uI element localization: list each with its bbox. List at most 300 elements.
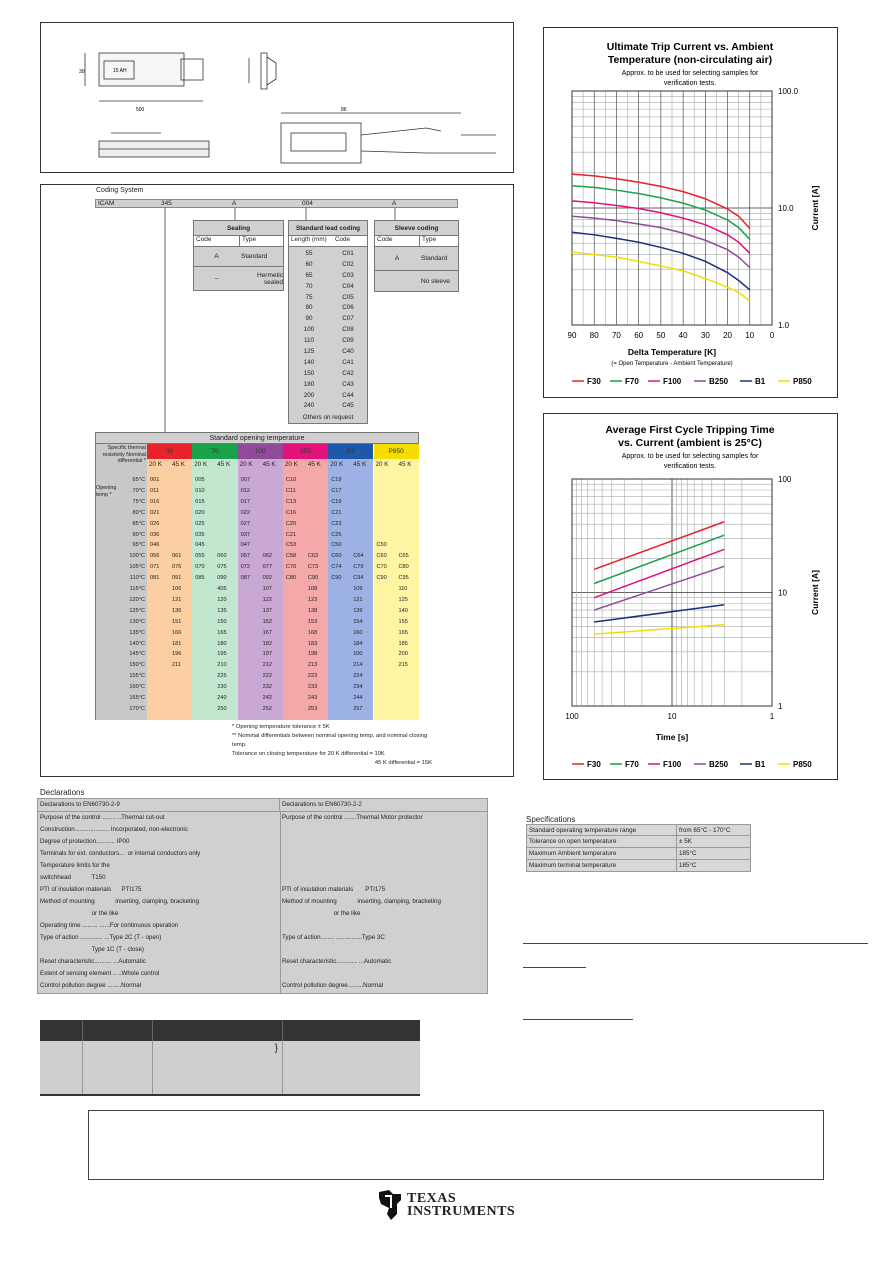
lead-code: C08 (342, 326, 354, 334)
temp-row-label: 95°C (132, 542, 145, 549)
temp-code: 123 (307, 596, 318, 603)
sealing-code-2: – (214, 275, 219, 282)
decl-row (38, 932, 487, 944)
lead-code: C04 (342, 282, 354, 290)
temp-sub-20k: 20 K (194, 461, 208, 468)
temp-code: C63 (307, 553, 319, 560)
temp-code: C80 (285, 575, 297, 582)
divider-2 (523, 967, 586, 968)
decl-left: Type of action ............. ...Type 2C (T - open) (40, 934, 162, 941)
decl-left: Operating time ......... ......For continuous operation (40, 922, 179, 929)
lead-row (289, 249, 367, 260)
temp-col-header: 30 (147, 444, 192, 459)
chart2-title-2: vs. Current (ambient is 25°C) (618, 437, 762, 449)
temp-code: C90 (307, 575, 319, 582)
temp-code: 242 (262, 695, 272, 701)
chart2-subtitle: Approx. to be used for selecting samples for (621, 453, 759, 460)
temp-code: 160 (353, 629, 363, 636)
temp-code: 011 (150, 487, 159, 494)
chart2-legend-label: B250 (709, 760, 729, 769)
temp-sub-20k: 20 K (239, 461, 253, 468)
temp-code: 212 (262, 662, 272, 669)
lead-footer: Others on request (302, 414, 354, 422)
decl-row (38, 872, 487, 884)
temp-col-header: 250 (283, 444, 328, 459)
temp-sub-20k: 20 K (284, 461, 298, 468)
temp-code: C58 (285, 553, 297, 560)
brace-icon: } (274, 1043, 278, 1054)
decl-left: Temperature limits for the (40, 862, 110, 869)
sealing-type-2: Hermetic sealed (256, 271, 283, 286)
temp-code: C74 (331, 564, 342, 571)
temp-code: 076 (172, 564, 182, 571)
chart2-series-P850 (594, 625, 724, 634)
temp-code: 153 (307, 618, 318, 625)
lead-row (289, 314, 367, 325)
temp-code: 168 (307, 629, 318, 636)
code-part-4: 004 (302, 200, 313, 207)
temp-code: C65 (398, 553, 409, 560)
ti-logo-line-2: INSTRUMENTS (407, 1204, 516, 1219)
spec-value: 185°C (679, 862, 697, 869)
sleeve-head-code: Code (377, 236, 393, 243)
chart1-xtick: 10 (745, 331, 755, 340)
temp-col-header: 70 (192, 444, 237, 459)
temp-row-label: 135°C (129, 629, 145, 636)
lead-code: C01 (342, 250, 354, 257)
temp-code: 062 (262, 553, 272, 560)
temp-row-label: 115°C (129, 586, 145, 592)
temp-row-label: 120°C (129, 596, 145, 603)
temp-code: 185 (398, 640, 408, 647)
chart1-ylabel: Current [A] (810, 185, 820, 231)
temp-code: C50 (331, 542, 342, 549)
temp-code: 243 (307, 695, 318, 701)
temp-code: 007 (240, 477, 250, 483)
temp-code: 075 (217, 564, 227, 571)
chart1-xtick: 80 (589, 331, 599, 340)
lead-length: 80 (305, 304, 313, 312)
temp-code: C60 (331, 553, 342, 560)
temp-code: 135 (217, 607, 227, 614)
ti-logo-icon (375, 1186, 405, 1222)
temp-code: 139 (353, 607, 363, 614)
sleeve-code-1: A (394, 255, 400, 262)
decl-row (38, 824, 487, 836)
temp-row-label: 105°C (129, 564, 145, 571)
lead-length: 125 (303, 348, 315, 356)
temp-code: 136 (172, 607, 182, 614)
spec-title: Specifications (526, 815, 576, 824)
lead-head-code: Code (335, 236, 351, 243)
chart1-xtick: 40 (678, 331, 688, 340)
temp-code: 150 (217, 618, 227, 625)
temp-code: 182 (262, 640, 272, 647)
temp-row-label: 75°C (132, 498, 145, 505)
temp-code: 214 (353, 662, 363, 669)
lead-length: 65 (305, 271, 313, 279)
temp-row-label: 110°C (129, 575, 145, 582)
temp-code: 225 (217, 673, 227, 680)
temp-code: 167 (262, 629, 272, 636)
chart2-subtitle-2: verification tests. (663, 463, 717, 470)
temp-sub-45k: 45 K (353, 461, 367, 468)
sleeve-table (374, 220, 459, 292)
decl-row (38, 848, 487, 860)
spec-table (526, 824, 751, 872)
lead-length: 55 (305, 250, 313, 257)
decl-right: Control pollution degree.........Normal (282, 982, 384, 989)
lead-length: 100 (303, 326, 315, 334)
temp-code: 005 (195, 477, 205, 483)
temp-code: 213 (307, 662, 318, 669)
temp-sub-20k: 20 K (149, 461, 162, 468)
temp-code: C70 (285, 564, 297, 571)
lead-row (289, 293, 367, 304)
temp-row-label: 100°C (129, 553, 145, 560)
temp-code: 240 (217, 695, 227, 701)
temp-code: 091 (172, 575, 182, 582)
temp-code: 087 (240, 575, 250, 582)
temp-col-header: 100 (238, 444, 283, 459)
code-part-2: 345 (161, 200, 172, 207)
temp-row-label: 65°C (132, 477, 145, 483)
temp-code: 140 (398, 607, 408, 614)
chart1-xtick: 50 (656, 331, 666, 340)
temp-code: 060 (217, 553, 227, 560)
decl-row (38, 896, 487, 908)
tripping-time-chart-panel (543, 413, 838, 780)
spec-label: Maximum terminal temperature (527, 860, 677, 871)
temp-code: 061 (172, 553, 182, 560)
decl-row (38, 968, 487, 980)
chart2-legend-label: B1 (755, 760, 766, 769)
temp-code: 077 (262, 564, 272, 571)
temp-sub-45k: 45 K (217, 461, 231, 468)
decl-left: Terminals for ext. conductors... or internal conductors only (40, 850, 201, 857)
temp-code: 001 (150, 477, 160, 483)
temp-code: 108 (307, 586, 318, 592)
decl-row (38, 980, 487, 992)
declarations-title: Declarations (40, 788, 85, 797)
temp-code: 106 (172, 586, 182, 592)
decl-row (38, 860, 487, 872)
temp-row-label: 90°C (132, 531, 145, 538)
chart2-ytick: 10 (778, 588, 787, 598)
code-part-3: A (232, 200, 237, 207)
temp-code: 252 (262, 705, 272, 712)
chart2-legend-label: F30 (587, 760, 601, 769)
sleeve-type-2: No sleeve (421, 277, 450, 285)
ti-logo (375, 1186, 516, 1230)
lead-code: C06 (342, 304, 354, 312)
temp-code: C90 (376, 575, 387, 582)
temp-col-header: P850 (374, 444, 419, 459)
temp-code: 222 (262, 673, 272, 680)
temp-code: 090 (217, 575, 227, 582)
temp-code: 109 (353, 586, 363, 592)
temp-code: 035 (195, 531, 205, 538)
code-part-5: A (392, 200, 397, 207)
sealing-head-code: Code (196, 236, 212, 243)
divider-3 (523, 1019, 633, 1020)
chart1-legend-label: B1 (755, 377, 766, 386)
decl-left: or the like (40, 910, 119, 917)
spec-label: Standard operating temperature range (527, 825, 677, 835)
dim-length: 86 (341, 107, 347, 113)
chart1-legend-label: F70 (625, 377, 639, 386)
trip-current-chart-panel (543, 27, 838, 398)
decl-row (38, 908, 487, 920)
lead-row (289, 391, 367, 402)
chart1-legend-label: F100 (663, 377, 682, 386)
temp-row-label: 80°C (132, 509, 145, 516)
temp-sub-45k: 45 K (172, 461, 185, 468)
spec-row (526, 848, 751, 860)
decl-right: PTI of insulation materials PTI175 (282, 886, 386, 893)
temp-code: 165 (217, 629, 227, 636)
chart1-xtick: 0 (769, 331, 775, 340)
temp-code: 122 (262, 596, 272, 603)
lead-row (289, 282, 367, 293)
chart1-subtitle: Approx. to be used for selecting samples for (621, 70, 759, 77)
lead-length: 70 (305, 282, 313, 290)
spec-row (526, 860, 751, 872)
chart1-xtick: 30 (700, 331, 710, 340)
temp-code: C90 (331, 575, 342, 582)
temp-code: 057 (240, 553, 250, 560)
chart1-subtitle-2: verification tests. (663, 80, 717, 87)
lead-head-length: Length (mm) (291, 236, 327, 243)
temp-code: C21 (285, 531, 297, 538)
chart1-xtick: 60 (634, 331, 644, 340)
temp-col-header: B1 (328, 444, 373, 459)
temp-code: C53 (285, 542, 297, 549)
temp-code: 165 (398, 629, 408, 636)
sealing-table (193, 220, 284, 291)
temp-row-label: 70°C (132, 487, 145, 494)
sealing-type-1: Standard (241, 253, 268, 260)
chart1-xtick: 90 (567, 331, 577, 340)
lead-row (289, 260, 367, 271)
temp-code: 036 (150, 531, 160, 538)
spec-value: from 65°C - 170°C (679, 827, 731, 834)
temp-code: C16 (285, 509, 297, 516)
temp-sub-45k: 45 K (262, 461, 276, 468)
lead-row (289, 401, 367, 412)
temp-code: C64 (353, 553, 364, 560)
temp-row-label: 140°C (129, 640, 145, 647)
temp-code: 046 (150, 542, 160, 549)
opening-temperature-table (95, 432, 419, 720)
chart2-series-F70 (594, 535, 724, 583)
temp-code: C17 (331, 487, 342, 494)
lead-coding-table (288, 220, 368, 424)
lead-length: 60 (305, 260, 313, 268)
temp-code: 027 (240, 520, 250, 527)
temp-code: 081 (150, 575, 160, 582)
chart2-legend-label: F70 (625, 760, 639, 769)
temp-code: 010 (195, 487, 205, 494)
code-part-1: ICAM (98, 200, 115, 207)
temp-code: 072 (240, 564, 250, 571)
temp-row-label: 170°C (129, 705, 145, 712)
decl-left: Degree of protection........... IP00 (40, 838, 130, 845)
lead-row (289, 380, 367, 391)
lead-length: 180 (303, 380, 315, 388)
temp-code: 047 (240, 542, 250, 549)
decl-row (38, 836, 487, 848)
decl-left-head: Declarations to EN60730-2-9 (38, 799, 280, 811)
decl-row (38, 944, 487, 956)
temp-code: 224 (353, 673, 363, 680)
lead-code: C05 (342, 293, 354, 301)
lead-code: C07 (342, 315, 354, 323)
decl-left: Extent of sensing element .. ..Whole control (40, 970, 160, 977)
temp-code: 110 (398, 586, 408, 592)
temp-code: 253 (307, 705, 318, 712)
tripping-time-chart (544, 414, 836, 778)
decl-left: Method of mounting inserting, clamping, bracketing (40, 898, 199, 905)
temp-code: 184 (353, 640, 363, 647)
chart1-ytick: 10.0 (778, 204, 794, 213)
chart2-title: Average First Cycle Tripping Time (605, 424, 775, 436)
chart1-legend-label: P850 (793, 377, 812, 386)
temp-code: C21 (331, 509, 342, 516)
temp-code: 037 (240, 531, 250, 538)
temp-row-label: 165°C (129, 695, 145, 701)
temp-row-label: 125°C (129, 607, 145, 614)
chart2-ylabel: Current [A] (810, 570, 820, 615)
temp-code: C20 (285, 520, 297, 527)
temp-code: 244 (353, 695, 363, 701)
temp-code: 055 (195, 553, 205, 560)
temp-sub-45k: 45 K (398, 461, 412, 468)
lead-length: 90 (305, 315, 313, 323)
lead-row (289, 369, 367, 380)
temp-code: 021 (150, 509, 160, 516)
decl-right: Purpose of the control .......Thermal Motor protector (282, 814, 423, 821)
temp-code: 022 (240, 509, 250, 516)
chart2-xtick: 100 (565, 712, 579, 721)
decl-left: Purpose of the control ........ ..Thermal cut-out (40, 814, 165, 821)
spec-row (526, 836, 751, 848)
lead-code: C09 (342, 337, 354, 345)
decl-left: PTI of insulation materials PTI175 (40, 886, 142, 893)
chart1-legend-label: F30 (587, 377, 601, 386)
temp-code: 183 (307, 640, 318, 647)
temp-code: C73 (307, 564, 319, 571)
chart2-xlabel: Time [s] (655, 732, 689, 742)
spec-row (526, 824, 751, 836)
spec-value: 185°C (679, 850, 697, 857)
chart1-ytick: 100.0 (778, 87, 799, 96)
trip-current-chart (544, 28, 836, 396)
temp-code: 215 (398, 662, 408, 669)
temp-col-body (374, 459, 419, 720)
temp-note-1: * Opening temperature tolerance ± 5K (232, 724, 330, 730)
temp-code: C11 (285, 487, 296, 494)
temp-table-title: Standard opening temperature (95, 432, 419, 444)
lead-code: C45 (342, 402, 354, 410)
sealing-code-1: A (214, 253, 219, 260)
temp-code: 166 (172, 629, 182, 636)
lead-row (289, 358, 367, 369)
lead-row (289, 271, 367, 282)
temp-code: C94 (353, 575, 364, 582)
decl-row (38, 956, 487, 968)
temp-code: 137 (262, 607, 272, 614)
temp-code: 085 (195, 575, 205, 582)
ti-logo-line-1: TEXAS (407, 1191, 457, 1206)
sleeve-title: Sleeve coding (374, 220, 459, 236)
lead-row (289, 325, 367, 336)
temp-code: 138 (307, 607, 318, 614)
temp-code: 120 (217, 596, 227, 603)
temp-code: 197 (262, 651, 272, 658)
lead-length: 150 (303, 369, 315, 377)
decl-row (38, 884, 487, 896)
temp-code: 196 (172, 651, 182, 658)
chart2-series-F30 (594, 522, 724, 570)
sleeve-head-type: Type (419, 236, 436, 246)
lead-title: Standard lead coding (288, 220, 368, 236)
temp-row-label: 145°C (129, 651, 145, 658)
temp-code: C13 (285, 498, 297, 505)
sleeve-type-1: Standard (421, 255, 448, 262)
temp-code: 154 (353, 618, 363, 625)
temp-row-label: 150°C (129, 662, 145, 669)
decl-left: Reset characteristic.......... ...Automatic (40, 958, 146, 965)
temp-code: 195 (217, 651, 227, 658)
temp-code: 121 (172, 596, 182, 603)
temp-code: 232 (262, 684, 272, 691)
temp-note-4: 45 K differential = 15K (374, 760, 432, 766)
divider-1 (523, 943, 868, 944)
drawing-label: 15 AH (113, 68, 127, 74)
temp-code: 070 (195, 564, 205, 571)
notice-box (88, 1110, 824, 1180)
lead-row (289, 336, 367, 347)
lead-rows (288, 247, 368, 424)
temp-row-label: 130°C (129, 618, 145, 625)
lead-code: C40 (342, 348, 354, 356)
temp-code: 200 (398, 651, 408, 658)
lead-length: 75 (305, 293, 313, 301)
lead-length: 240 (303, 402, 315, 410)
temp-row-label: Opening temp * (96, 485, 117, 498)
temp-sub-20k: 20 K (375, 461, 389, 468)
temp-code: 233 (307, 684, 318, 691)
chart2-xtick: 10 (667, 712, 677, 721)
lead-row (289, 347, 367, 358)
chart2-legend-label: F100 (663, 760, 682, 769)
lead-length: 110 (303, 337, 315, 345)
chart1-legend-label: B250 (709, 377, 729, 386)
decl-left: Construction.................... Incorporated, non-electronic (40, 826, 188, 833)
sealing-head-type: Type (239, 236, 256, 246)
temp-code: 151 (172, 618, 182, 625)
temp-code: 155 (398, 618, 408, 625)
coding-title: Coding System (96, 187, 144, 194)
temp-code: 107 (262, 586, 272, 592)
temp-code: C10 (285, 477, 297, 483)
lead-code: C41 (342, 358, 354, 366)
temp-code: C80 (398, 564, 409, 571)
temp-code: 230 (217, 684, 227, 691)
temp-code: 025 (195, 520, 205, 527)
temp-code: 012 (240, 487, 250, 494)
